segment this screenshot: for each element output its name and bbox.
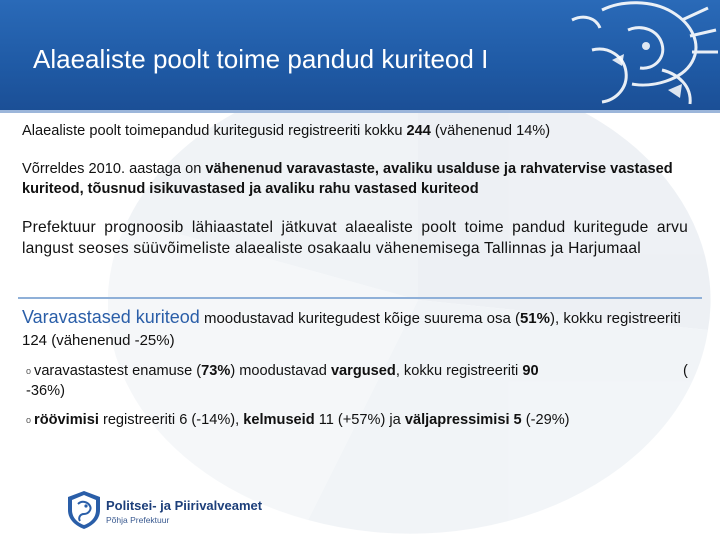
text: registreeriti 6 (-14%), bbox=[98, 412, 244, 428]
list-item-robberies bbox=[26, 410, 694, 430]
extortions-label: väljapressimisi 5 bbox=[404, 412, 522, 428]
text: (-29%) bbox=[521, 412, 570, 428]
theft-count: 90 bbox=[522, 363, 539, 379]
theft-change: -36%) bbox=[26, 383, 65, 400]
summary-total bbox=[22, 122, 698, 141]
text: ), kokku registreeriti bbox=[550, 310, 681, 327]
bullet-marker: o bbox=[26, 415, 32, 426]
property-count: 124 bbox=[22, 332, 48, 349]
slide-title: Alaealiste poolt toime pandud kuriteod I bbox=[33, 44, 489, 74]
footer-org-name: Politsei- ja Piirivalveamet bbox=[106, 498, 263, 513]
share-percent: 51% bbox=[519, 310, 550, 327]
text: , kokku registreeriti bbox=[395, 363, 523, 379]
section-divider bbox=[18, 297, 702, 299]
text: varavastastest enamuse ( bbox=[34, 363, 202, 379]
text: ( bbox=[683, 363, 688, 379]
text: moodustavad kuritegudest kõige suurema osa ( bbox=[199, 310, 520, 327]
total-count: 244 bbox=[406, 123, 431, 139]
frauds-label: kelmuseid bbox=[243, 412, 315, 428]
forecast-paragraph: Prefektuur prognoosib lähiaastatel jätkuvat alaealiste poolt toime pandud kuritegude arvu langust seoses süüvõimeliste alaealiste osakaalu vähenemisega Tallinnas ja Harjumaal bbox=[22, 219, 688, 257]
text: (vähenenud 14%) bbox=[430, 123, 551, 139]
text: Võrreldes 2010. aastaga on bbox=[22, 161, 206, 177]
property-crimes-paragraph bbox=[22, 306, 698, 352]
comparison-paragraph bbox=[22, 159, 698, 199]
text: (vähenenud -25%) bbox=[47, 332, 175, 349]
text: 11 (+57%) ja bbox=[314, 412, 405, 428]
police-emblem-icon bbox=[66, 490, 102, 530]
list-item-thefts bbox=[26, 361, 694, 401]
property-crimes-heading: Varavastased kuriteod bbox=[22, 307, 200, 327]
text: Alaealiste poolt toimepandud kuritegusid registreeriti kokku bbox=[22, 123, 407, 139]
bullet-marker: o bbox=[26, 366, 32, 377]
robberies-label: röövimisi bbox=[34, 412, 99, 428]
comparison-emphasis: vähenenud varavastaste, avaliku usalduse ja rahvatervise vastased kuriteod, tõusnud isikuvastased ja avaliku rahu vastased kuriteod bbox=[22, 161, 673, 197]
theft-share: 73% bbox=[201, 363, 231, 379]
thefts-label: vargused bbox=[330, 363, 396, 379]
footer-unit-name: Põhja Prefektuur bbox=[106, 515, 170, 525]
text: ) moodustavad bbox=[230, 363, 331, 379]
